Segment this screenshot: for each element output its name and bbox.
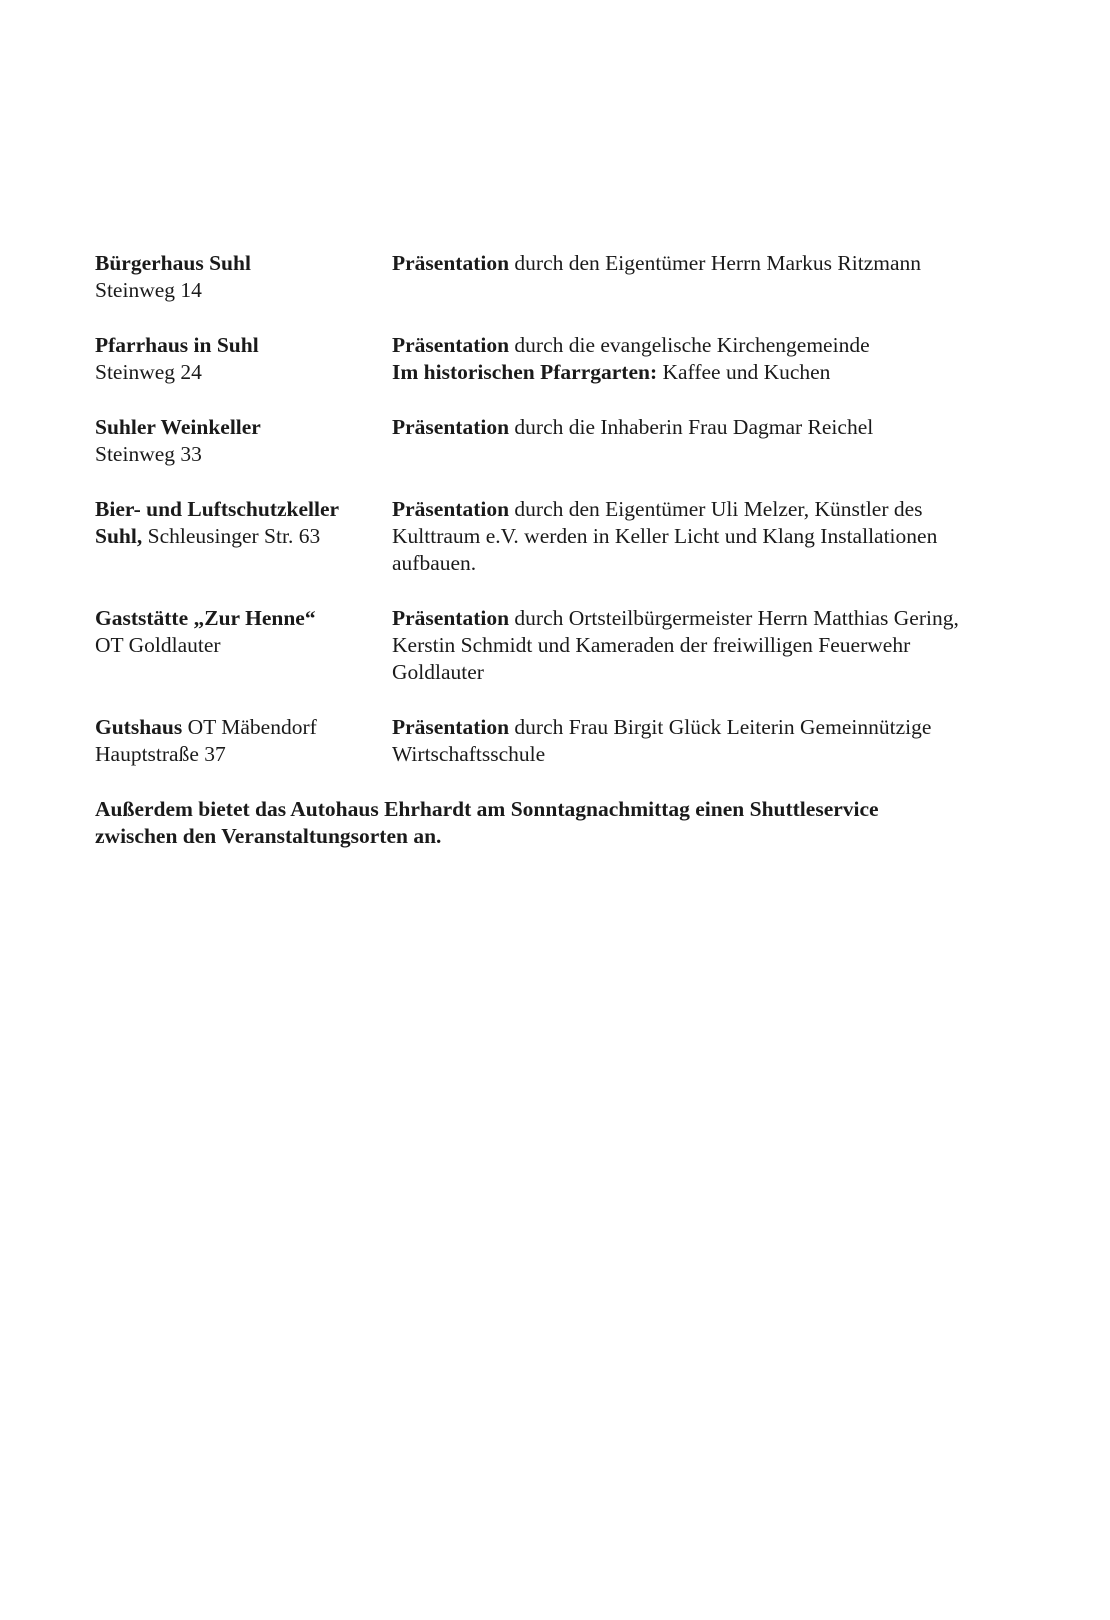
location: [95, 414, 392, 468]
description: [392, 714, 1032, 768]
location-address: Steinweg 33: [95, 442, 202, 466]
closing-line: Außerdem bietet das Autohaus Ehrhardt am Sonntagnachmittag einen Shuttleservice: [95, 797, 879, 821]
location: [95, 714, 392, 768]
location-name: Suhler Weinkeller: [95, 415, 261, 439]
desc-text: durch Ortsteilbürgermeister Herrn Matthias Gering,: [509, 606, 959, 630]
location-name: Bürgerhaus Suhl: [95, 251, 251, 275]
desc-text: durch die Inhaberin Frau Dagmar Reichel: [509, 415, 874, 439]
location-address: Schleusinger Str. 63: [142, 524, 321, 548]
description: [392, 250, 1032, 304]
description: [392, 414, 1032, 468]
desc-lead: Im historischen Pfarrgarten:: [392, 360, 658, 384]
desc-text: durch den Eigentümer Uli Melzer, Künstler des: [509, 497, 923, 521]
location-district: OT Mäbendorf: [182, 715, 317, 739]
desc-text: durch den Eigentümer Herrn Markus Ritzmann: [509, 251, 922, 275]
entry-gutshaus: [95, 714, 1110, 768]
desc-lead: Präsentation: [392, 415, 510, 439]
entry-gaststaette: [95, 605, 1110, 686]
desc-lead: Präsentation: [392, 715, 510, 739]
description: [392, 332, 1032, 386]
desc-lead: Präsentation: [392, 251, 510, 275]
location-name: Pfarrhaus in Suhl: [95, 333, 259, 357]
entry-pfarrhaus: [95, 332, 1110, 386]
desc-text: durch die evangelische Kirchengemeinde: [509, 333, 870, 357]
description: [392, 496, 1032, 577]
location: [95, 496, 392, 577]
desc-text: aufbauen.: [392, 551, 477, 575]
entry-weinkeller: [95, 414, 1110, 468]
location-address: Steinweg 14: [95, 278, 202, 302]
desc-text: Kulttraum e.V. werden in Keller Licht und Klang Installationen: [392, 524, 938, 548]
desc-lead: Präsentation: [392, 333, 510, 357]
entry-luftschutzkeller: [95, 496, 1110, 577]
location: [95, 332, 392, 386]
location-name: Bier- und Luftschutzkeller: [95, 497, 340, 521]
desc-lead: Präsentation: [392, 606, 510, 630]
desc-lead: Präsentation: [392, 497, 510, 521]
location: [95, 250, 392, 304]
location: [95, 605, 392, 686]
desc-text: Goldlauter: [392, 660, 484, 684]
location-name: Gaststätte „Zur Henne“: [95, 606, 316, 630]
entry-buergerhaus: [95, 250, 1110, 304]
location-address: Steinweg 24: [95, 360, 202, 384]
closing-paragraph: [95, 796, 1110, 850]
desc-text: Kaffee und Kuchen: [657, 360, 831, 384]
desc-text: Kerstin Schmidt und Kameraden der freiwilligen Feuerwehr: [392, 633, 911, 657]
closing-line: zwischen den Veranstaltungsorten an.: [95, 824, 442, 848]
desc-text: Wirtschaftsschule: [392, 742, 546, 766]
location-city: Suhl,: [95, 524, 143, 548]
location-address: OT Goldlauter: [95, 633, 221, 657]
description: [392, 605, 1032, 686]
desc-text: durch Frau Birgit Glück Leiterin Gemeinnützige: [509, 715, 932, 739]
location-address: Hauptstraße 37: [95, 742, 226, 766]
location-name: Gutshaus: [95, 715, 183, 739]
